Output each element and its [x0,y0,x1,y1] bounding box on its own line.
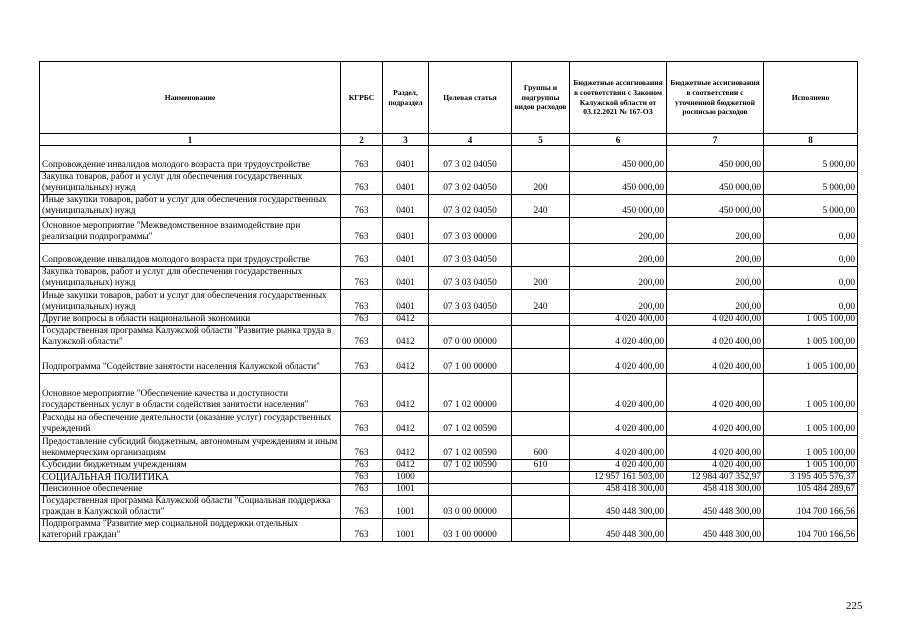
row-refined-allocation: 450 448 300,00 [667,519,764,542]
column-number: 4 [429,134,512,146]
row-expense-group [512,496,570,519]
row-section: 1000 [383,472,429,484]
column-number: 5 [512,134,570,146]
row-section: 0401 [383,195,429,218]
row-name: Пенсионное обеспечение [40,484,341,496]
column-number: 8 [764,134,858,146]
row-law-allocation: 4 020 400,00 [570,326,667,349]
row-law-allocation: 200,00 [570,218,667,244]
row-kgrbs: 763 [341,314,383,326]
row-kgrbs: 763 [341,326,383,349]
row-law-allocation: 4 020 400,00 [570,436,667,460]
row-law-allocation: 4 020 400,00 [570,460,667,472]
row-refined-allocation: 450 000,00 [667,195,764,218]
row-expense-group: 240 [512,290,570,314]
row-refined-allocation: 4 020 400,00 [667,374,764,412]
row-expense-group [512,412,570,436]
row-law-allocation: 200,00 [570,267,667,290]
row-section: 0412 [383,374,429,412]
row-expense-group: 200 [512,172,570,195]
table-row [40,290,858,314]
row-kgrbs: 763 [341,290,383,314]
row-section: 0412 [383,314,429,326]
row-executed: 5 000,00 [764,195,858,218]
row-expense-group: 240 [512,195,570,218]
row-executed: 5 000,00 [764,172,858,195]
table-row [40,349,858,374]
row-name: Основное мероприятие "Обеспечение качества и доступности государственных услуг в области содействия занятости населения" [40,374,341,412]
row-target-article [429,314,512,326]
row-expense-group [512,244,570,267]
row-law-allocation: 450 000,00 [570,172,667,195]
column-number: 6 [570,134,667,146]
row-section: 0412 [383,412,429,436]
row-kgrbs: 763 [341,412,383,436]
table-row [40,326,858,349]
table-row [40,436,858,460]
row-name: Иные закупки товаров, работ и услуг для обеспечения государственных (муниципальных) нужд [40,290,341,314]
row-expense-group [512,314,570,326]
row-kgrbs: 763 [341,519,383,542]
row-section: 0401 [383,267,429,290]
row-refined-allocation: 450 000,00 [667,172,764,195]
row-name: Основное мероприятие "Межведомственное взаимодействие при реализации подпрограммы" [40,218,341,244]
row-name: Расходы на обеспечение деятельности (оказание услуг) государственных учреждений [40,412,341,436]
row-kgrbs: 763 [341,195,383,218]
page-number: 225 [846,600,863,612]
row-executed: 0,00 [764,244,858,267]
row-name: Подпрограмма "Содействие занятости населения Калужской области" [40,349,341,374]
row-target-article [429,484,512,496]
row-kgrbs: 763 [341,244,383,267]
row-executed: 0,00 [764,290,858,314]
row-section: 0412 [383,436,429,460]
row-name: Подпрограмма "Развитие мер социальной поддержки отдельных категорий граждан" [40,519,341,542]
row-target-article: 03 0 00 00000 [429,496,512,519]
row-executed: 1 005 100,00 [764,460,858,472]
row-section: 0412 [383,460,429,472]
row-target-article: 07 0 00 00000 [429,326,512,349]
row-law-allocation: 4 020 400,00 [570,374,667,412]
row-kgrbs: 763 [341,460,383,472]
row-refined-allocation: 4 020 400,00 [667,436,764,460]
row-name: Сопровождение инвалидов молодого возраста при трудоустройстве [40,244,341,267]
row-refined-allocation: 458 418 300,00 [667,484,764,496]
row-kgrbs: 763 [341,484,383,496]
row-executed: 1 005 100,00 [764,374,858,412]
row-expense-group: 600 [512,436,570,460]
table-row [40,519,858,542]
column-number: 1 [40,134,341,146]
header-target-article: Целевая статья [429,62,512,134]
row-kgrbs: 763 [341,374,383,412]
row-refined-allocation: 4 020 400,00 [667,326,764,349]
row-executed: 3 195 405 576,37 [764,472,858,484]
row-name: Государственная программа Калужской области "Социальная поддержка граждан в Калужской области" [40,496,341,519]
row-executed: 5 000,00 [764,146,858,172]
column-number: 3 [383,134,429,146]
row-executed: 1 005 100,00 [764,314,858,326]
row-refined-allocation: 200,00 [667,290,764,314]
row-expense-group: 610 [512,460,570,472]
row-expense-group [512,484,570,496]
row-target-article: 07 3 02 04050 [429,195,512,218]
row-refined-allocation: 200,00 [667,218,764,244]
table-row [40,244,858,267]
row-expense-group [512,472,570,484]
row-target-article: 07 1 02 00590 [429,436,512,460]
row-expense-group [512,326,570,349]
row-expense-group [512,349,570,374]
row-law-allocation: 450 448 300,00 [570,496,667,519]
header-law-allocations: Бюджетные ассигнования в соответствии с Законом Калужской области от 03.12.2021 № 167-ОЗ [570,62,667,134]
column-number-row [40,134,858,146]
row-name: Закупка товаров, работ и услуг для обеспечения государственных (муниципальных) нужд [40,267,341,290]
row-name: СОЦИАЛЬНАЯ ПОЛИТИКА [40,472,341,484]
row-target-article: 07 3 03 00000 [429,218,512,244]
row-refined-allocation: 4 020 400,00 [667,314,764,326]
table-row [40,472,858,484]
table-row [40,496,858,519]
row-executed: 1 005 100,00 [764,412,858,436]
row-target-article [429,472,512,484]
row-section: 1001 [383,484,429,496]
row-law-allocation: 4 020 400,00 [570,314,667,326]
row-refined-allocation: 4 020 400,00 [667,460,764,472]
row-refined-allocation: 450 000,00 [667,146,764,172]
header-row [40,62,858,134]
row-target-article: 07 1 02 00590 [429,460,512,472]
row-name: Предоставление субсидий бюджетным, автономным учреждениям и иным некоммерческим организациям [40,436,341,460]
table-row [40,267,858,290]
row-target-article: 07 3 03 04050 [429,267,512,290]
row-executed: 105 484 289,67 [764,484,858,496]
row-refined-allocation: 200,00 [667,267,764,290]
row-section: 1001 [383,519,429,542]
row-section: 0401 [383,290,429,314]
table-row [40,195,858,218]
row-section: 0401 [383,146,429,172]
row-section: 0412 [383,326,429,349]
row-executed: 104 700 166,56 [764,496,858,519]
row-executed: 104 700 166,56 [764,519,858,542]
row-kgrbs: 763 [341,496,383,519]
row-refined-allocation: 12 984 407 352,97 [667,472,764,484]
table-row [40,146,858,172]
row-refined-allocation: 450 448 300,00 [667,496,764,519]
row-section: 0412 [383,349,429,374]
row-kgrbs: 763 [341,472,383,484]
row-expense-group [512,146,570,172]
row-law-allocation: 4 020 400,00 [570,412,667,436]
table-row [40,412,858,436]
row-kgrbs: 763 [341,349,383,374]
row-law-allocation: 450 000,00 [570,146,667,172]
row-section: 0401 [383,218,429,244]
row-expense-group: 200 [512,267,570,290]
table-row [40,218,858,244]
row-section: 0401 [383,244,429,267]
row-executed: 1 005 100,00 [764,326,858,349]
row-executed: 1 005 100,00 [764,436,858,460]
row-kgrbs: 763 [341,218,383,244]
budget-table [39,61,858,542]
table-row [40,484,858,496]
row-law-allocation: 200,00 [570,244,667,267]
row-law-allocation: 4 020 400,00 [570,349,667,374]
row-law-allocation: 200,00 [570,290,667,314]
row-name: Государственная программа Калужской области "Развитие рынка труда в Калужской области" [40,326,341,349]
row-expense-group [512,374,570,412]
table-row [40,172,858,195]
row-expense-group [512,519,570,542]
row-target-article: 07 3 03 04050 [429,290,512,314]
header-executed: Исполнено [764,62,858,134]
row-refined-allocation: 4 020 400,00 [667,412,764,436]
row-name: Другие вопросы в области национальной экономики [40,314,341,326]
column-number: 7 [667,134,764,146]
row-executed: 0,00 [764,218,858,244]
header-refined-allocations: Бюджетные ассигнования в соответствии с уточненной бюджетной росписью расходов [667,62,764,134]
row-target-article: 07 3 02 04050 [429,172,512,195]
row-name: Закупка товаров, работ и услуг для обеспечения государственных (муниципальных) нужд [40,172,341,195]
row-section: 1001 [383,496,429,519]
header-kgrbs: КГРБС [341,62,383,134]
row-section: 0401 [383,172,429,195]
column-number: 2 [341,134,383,146]
row-name: Сопровождение инвалидов молодого возраста при трудоустройстве [40,146,341,172]
row-law-allocation: 458 418 300,00 [570,484,667,496]
row-target-article: 07 3 02 04050 [429,146,512,172]
row-executed: 0,00 [764,267,858,290]
row-law-allocation: 450 448 300,00 [570,519,667,542]
row-refined-allocation: 4 020 400,00 [667,349,764,374]
table-row [40,314,858,326]
table-row [40,374,858,412]
row-law-allocation: 450 000,00 [570,195,667,218]
row-executed: 1 005 100,00 [764,349,858,374]
row-kgrbs: 763 [341,436,383,460]
row-target-article: 03 1 00 00000 [429,519,512,542]
row-law-allocation: 12 957 161 503,00 [570,472,667,484]
row-refined-allocation: 200,00 [667,244,764,267]
header-section: Раздел, подраздел [383,62,429,134]
row-expense-group [512,218,570,244]
row-name: Иные закупки товаров, работ и услуг для обеспечения государственных (муниципальных) нужд [40,195,341,218]
row-target-article: 07 1 00 00000 [429,349,512,374]
table-row [40,460,858,472]
row-target-article: 07 3 03 04050 [429,244,512,267]
row-kgrbs: 763 [341,267,383,290]
row-target-article: 07 1 02 00000 [429,374,512,412]
row-target-article: 07 1 02 00590 [429,412,512,436]
header-expense-groups: Группы и подгруппы видов расходов [512,62,570,134]
header-name: Наименование [40,62,341,134]
row-kgrbs: 763 [341,146,383,172]
row-kgrbs: 763 [341,172,383,195]
row-name: Субсидии бюджетным учреждениям [40,460,341,472]
